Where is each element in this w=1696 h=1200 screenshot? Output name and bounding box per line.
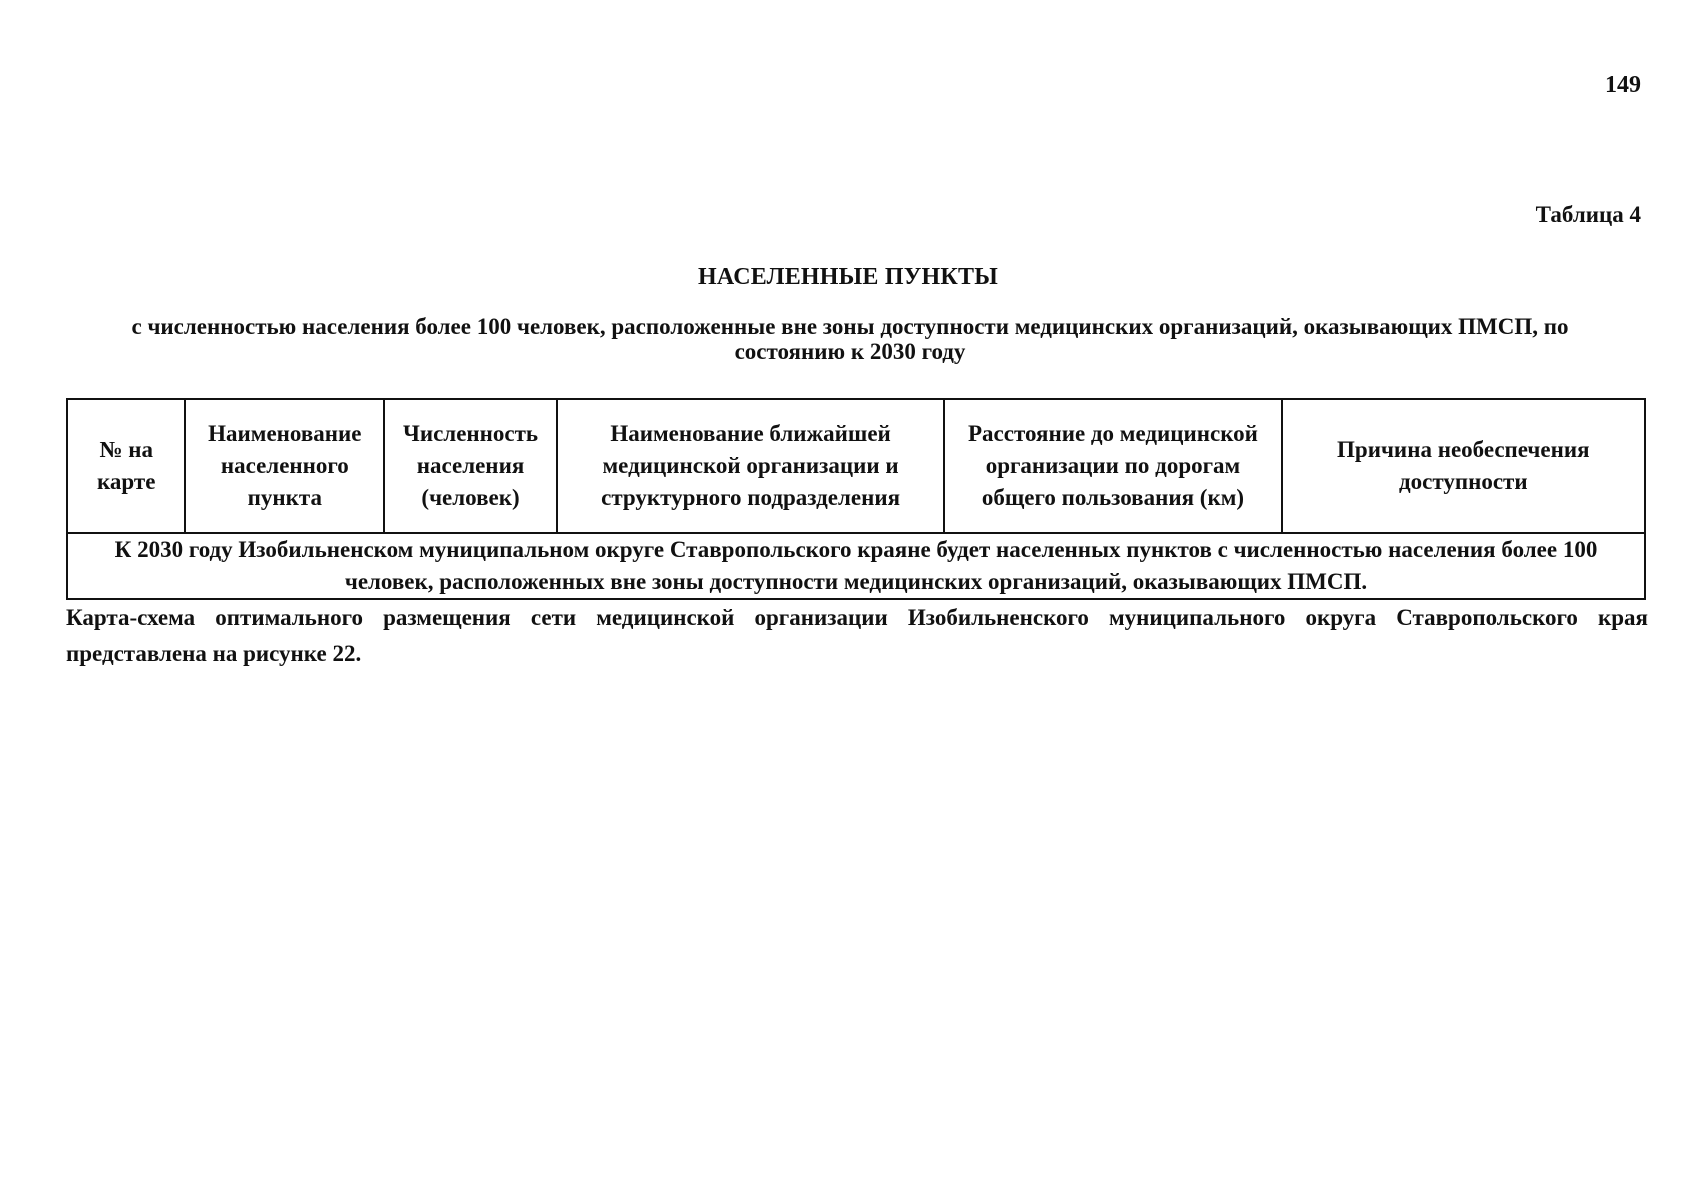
- table-note-cell: К 2030 году Изобильненском муниципальном округе Ставропольского краяне будет населенных пунктов с численностью населения более 100 человек, расположенных вне зоны доступности медицинских организаций, оказывающих ПМСП.: [67, 533, 1645, 599]
- table-label: Таблица 4: [1535, 202, 1641, 227]
- header-reason: Причина необеспечения доступности: [1282, 399, 1645, 533]
- header-nearest-organization: Наименование ближайшей медицинской организации и структурного подразделения: [557, 399, 944, 533]
- table-header-row: [67, 399, 1645, 533]
- table-row: [67, 533, 1645, 599]
- settlements-table: [66, 398, 1646, 600]
- header-settlement-name: Наименование населенного пункта: [185, 399, 384, 533]
- document-subtitle: с численностью населения более 100 человек, расположенные вне зоны доступности медицинских организаций, оказывающих ПМСП, по состоянию к 2030 году: [131, 314, 1569, 364]
- header-map-number: № на карте: [67, 399, 185, 533]
- page-number: 149: [1605, 72, 1641, 98]
- document-title: НАСЕЛЕННЫЕ ПУНКТЫ: [698, 264, 998, 290]
- header-population: Численность населения (человек): [384, 399, 557, 533]
- header-distance: Расстояние до медицинской организации по дорогам общего пользования (км): [944, 399, 1281, 533]
- footer-paragraph: Карта-схема оптимального размещения сети медицинской организации Изобильненского муниципального округа Ставропольского края представлена на рисунке 22.: [66, 605, 1648, 666]
